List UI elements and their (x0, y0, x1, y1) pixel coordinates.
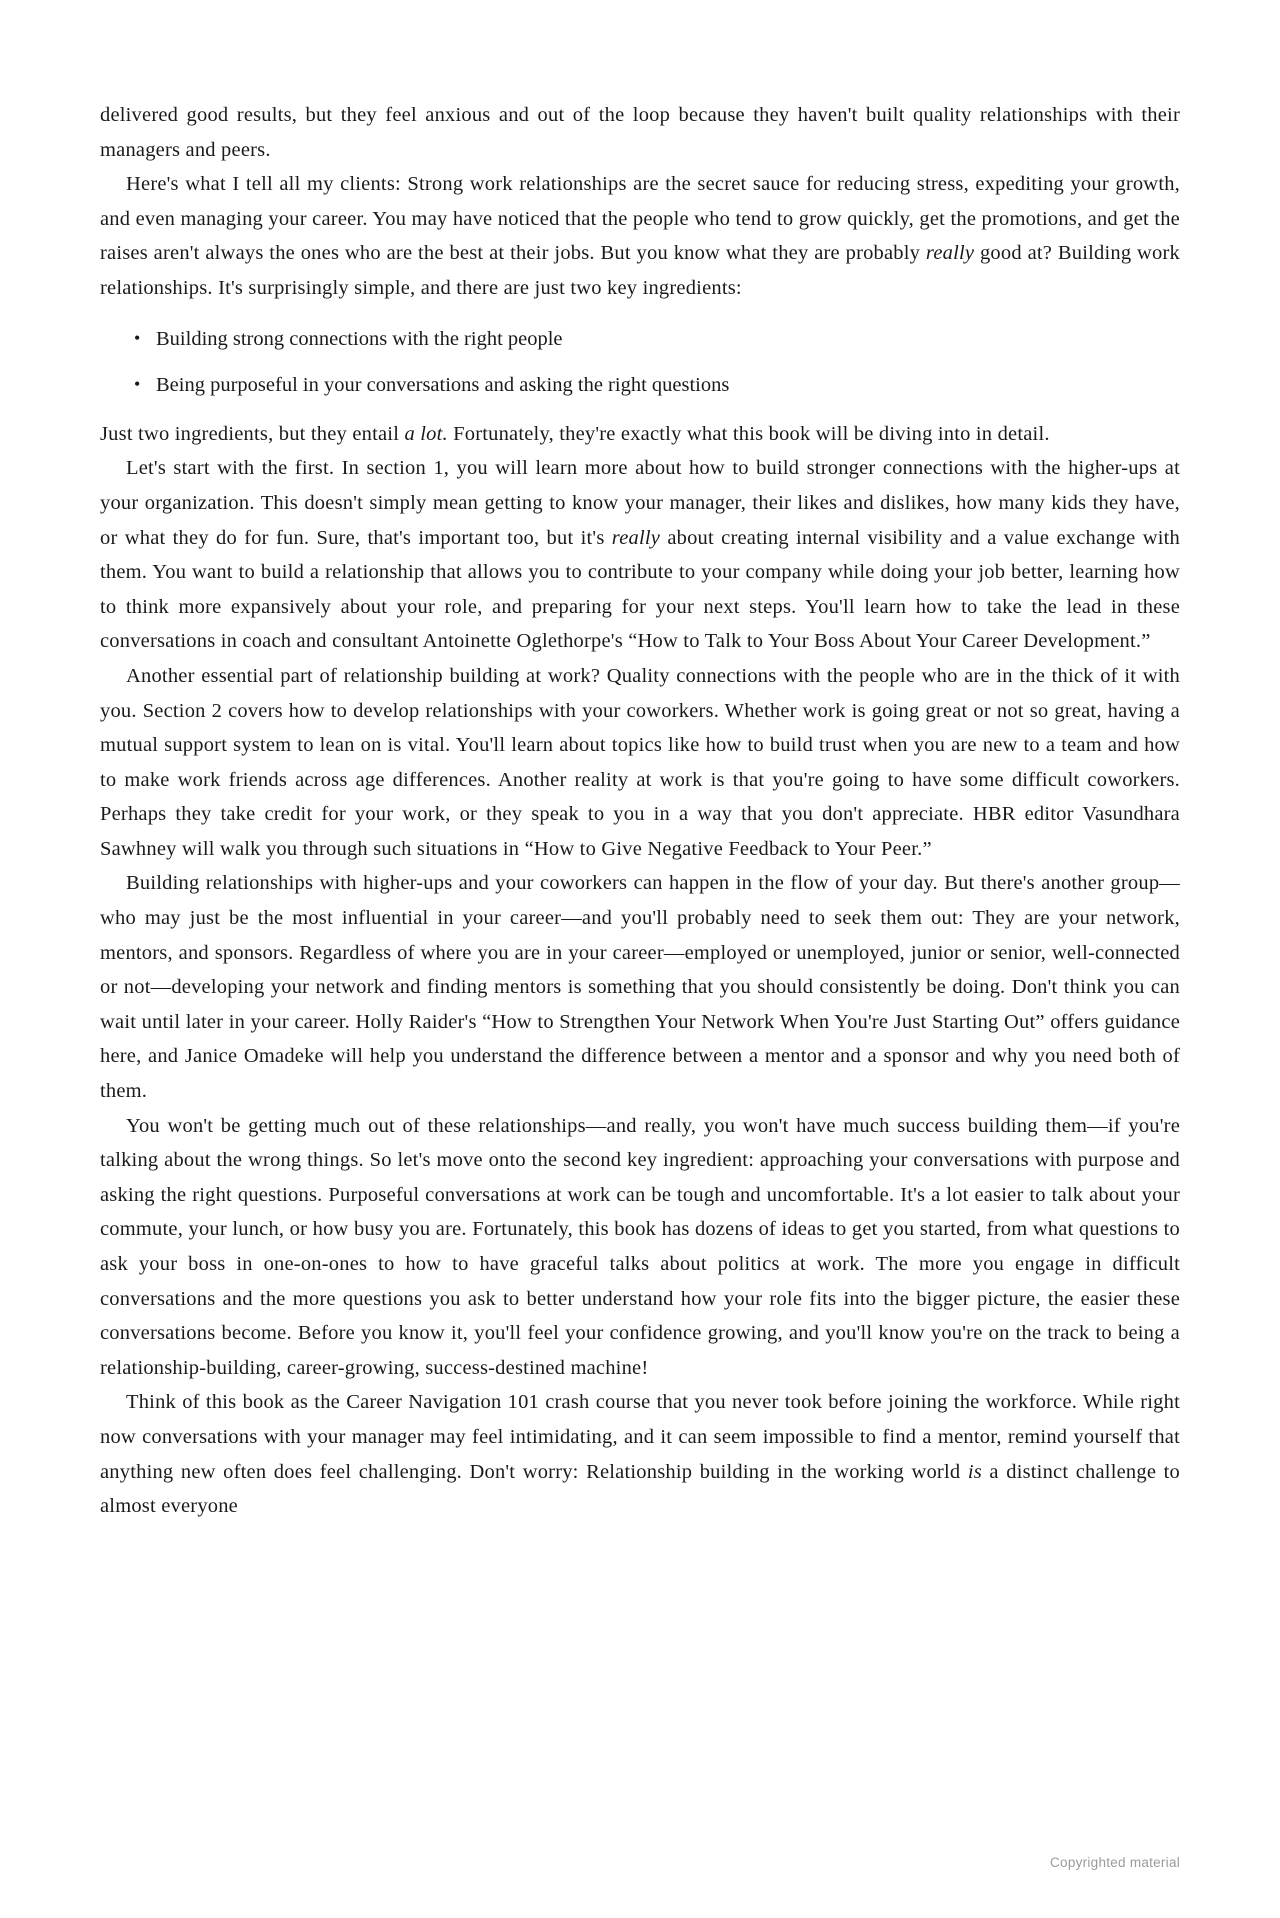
paragraph-4 (100, 451, 1180, 659)
text-run: good at? Building work relationships. It's surprisingly simple, and there are just two key ingredients: (100, 242, 1180, 299)
paragraph-8 (100, 1385, 1180, 1523)
text-run: Just two ingredients, but they entail (100, 422, 405, 445)
text-run: Building relationships with higher-ups and your coworkers can happen in the flow of your day. But there's another group—who may just be the most influential in your career—and you'll probably need to seek them out: They are your network, mentors, and sponsors. Regardless of where you are in your career—employed or unemployed, junior or senior, well-connected or not—developing your network and finding mentors is something that you should consistently be doing. Don't think you can wait until later in your career. Holly Raider's “How to Strengthen Your Network When You're Just Starting Out” offers guidance here, and Janice Omadeke will help you understand the difference between a mentor and a sponsor and why you need both of them. (100, 872, 1180, 1103)
text-run: about creating internal visibility and a value exchange with them. You want to build a relationship that allows you to contribute to your company while doing your job better, learning how to think more expansively about your role, and preparing for your next steps. You'll learn how to take the lead in these conversations in coach and consultant Antoinette Oglethorpe's “How to Talk to Your Boss About Your Career Development.” (100, 526, 1180, 653)
emphasis-text: really (925, 242, 975, 265)
paragraph-7 (100, 1109, 1180, 1386)
page-body (100, 98, 1180, 1524)
paragraph-3 (100, 417, 1180, 452)
emphasis-text: is (967, 1460, 982, 1483)
paragraph-1: delivered good results, but they feel anxious and out of the loop because they haven't built quality relationships with their managers and peers. (100, 104, 1180, 161)
text-run: Let's start with the first. In section 1, you will learn more about how to build stronger connections with the higher-ups at your organization. This doesn't simply mean getting to know your manager, their likes and dislikes, how many kids they have, or what they do for fun. Sure, that's important too, but it's (100, 457, 1180, 549)
bullet-list (100, 322, 1180, 403)
text-run: Fortunately, they're exactly what this book will be diving into in detail. (447, 422, 1050, 445)
text-run: a distinct challenge to almost everyone (100, 1460, 1180, 1518)
list-item: • Being purposeful in your conversations and asking the right questions (156, 368, 1180, 403)
paragraph-2 (100, 167, 1180, 305)
text-run: Here's what I tell all my clients: Strong work relationships are the secret sauce for reducing stress, expediting your growth, and even managing your career. You may have noticed that the people who tend to grow quickly, get the promotions, and get the raises aren't always the ones who are the best at their jobs. But you know what they are probably (100, 173, 1180, 265)
emphasis-text: a lot. (404, 422, 448, 445)
paragraph-5 (100, 659, 1180, 867)
copyright-notice: Copyrighted material (1050, 1855, 1180, 1870)
list-item: • Building strong connections with the right people (156, 322, 1180, 357)
text-run: Think of this book as the Career Navigation 101 crash course that you never took before joining the workforce. While right now conversations with your manager may feel intimidating, and it can seem impossible to find a mentor, remind yourself that anything new often does feel challenging. Don't worry: Relationship building in the working world (100, 1391, 1180, 1483)
text-run: Another essential part of relationship building at work? Quality connections with the people who are in the thick of it with you. Section 2 covers how to develop relationships with your coworkers. Whether work is going great or not so great, having a mutual support system to lean on is vital. You'll learn about topics like how to build trust when you are new to a team and how to make work friends across age differences. Another reality at work is that you're going to have some difficult coworkers. Perhaps they take credit for your work, or they speak to you in a way that you don't appreciate. HBR editor Vasundhara Sawhney will walk you through such situations in “How to Give Negative Feedback to Your Peer.” (100, 664, 1180, 860)
paragraph-6 (100, 866, 1180, 1108)
text-run: You won't be getting much out of these relationships—and really, you won't have much success building them—if you're talking about the wrong things. So let's move onto the second key ingredient: approaching your conversations with purpose and asking the right questions. Purposeful conversations at work can be tough and uncomfortable. It's a lot easier to talk about your commute, your lunch, or how busy you are. Fortunately, this book has dozens of ideas to get you started, from what questions to ask your boss in one-on-ones to how to have graceful talks about politics at work. The more you engage in difficult conversations and the more questions you ask to better understand how your role fits into the bigger picture, the easier these conversations become. Before you know it, you'll feel your confidence growing, and you'll know you're on the track to being a relationship-building, career-growing, success-destined machine! (100, 1114, 1180, 1379)
emphasis-text: really (611, 526, 661, 549)
